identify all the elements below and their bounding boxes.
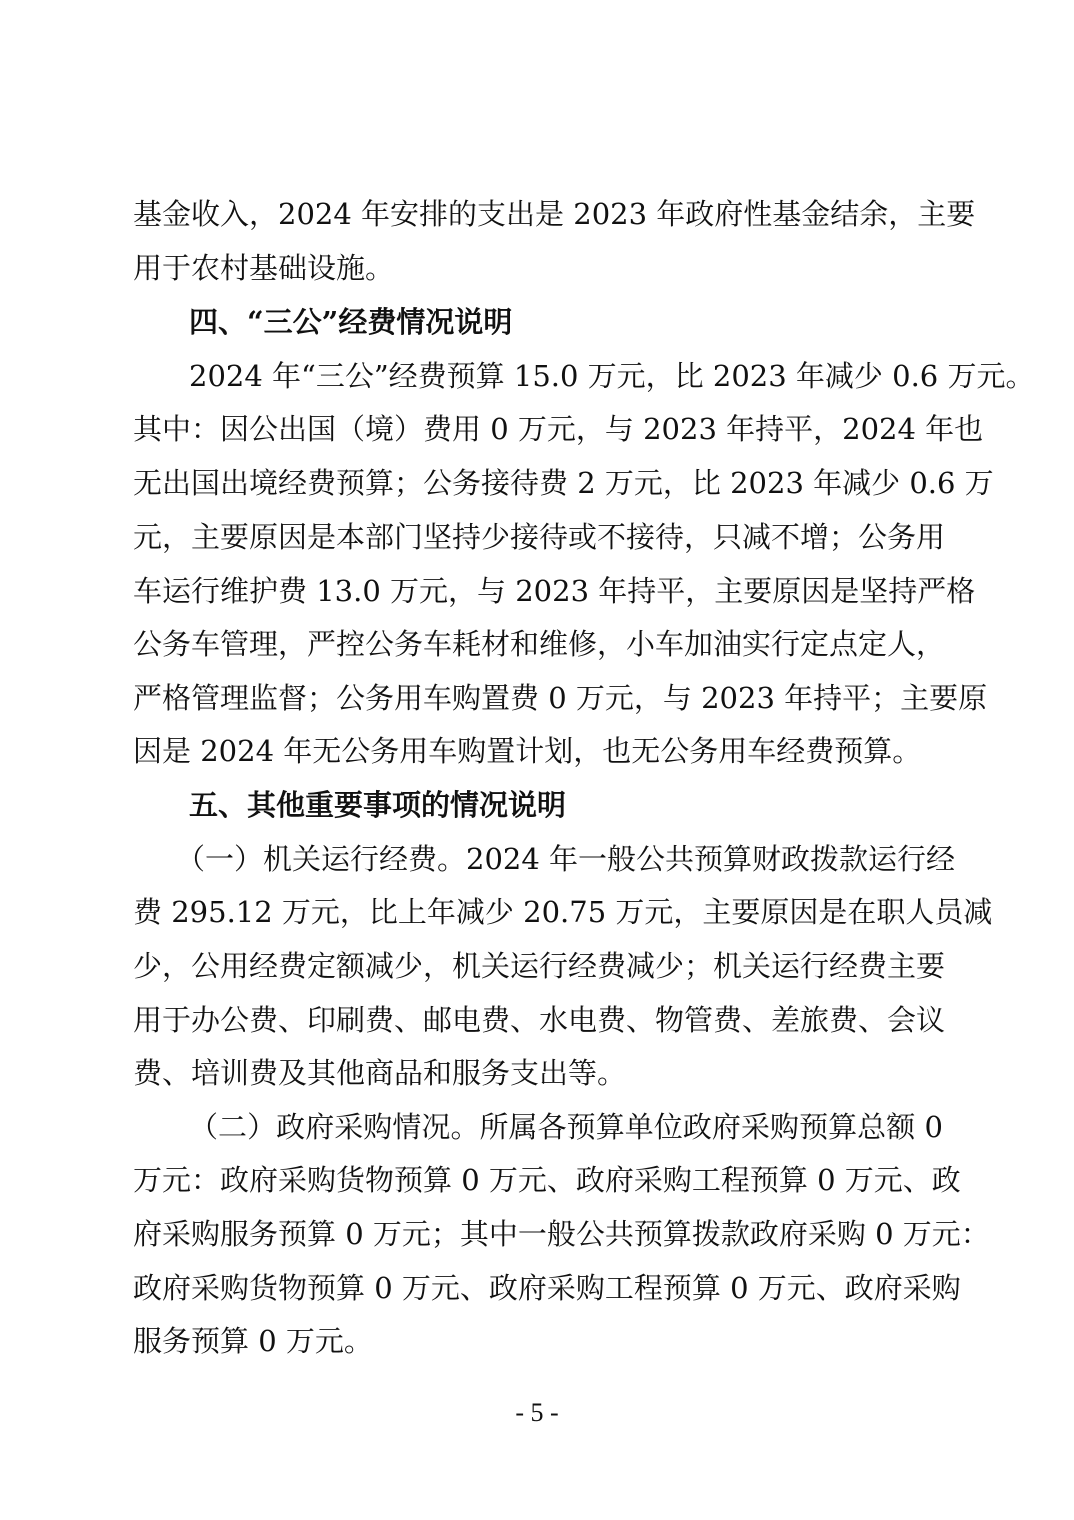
- body-text-line: 其中：因公出国（境）费用 0 万元，与 2023 年持平，2024 年也: [133, 412, 984, 446]
- body-text-line: 用于办公费、印刷费、邮电费、水电费、物管费、差旅费、会议: [133, 1003, 946, 1037]
- body-text-line: 费、培训费及其他商品和服务支出等。: [133, 1056, 627, 1090]
- body-text-line: 公务车管理，严控公务车耗材和维修，小车加油实行定点定人，: [133, 627, 946, 661]
- body-text-line: 车运行维护费 13.0 万元，与 2023 年持平，主要原因是坚持严格: [133, 574, 976, 608]
- body-text-line: 2024 年“三公”经费预算 15.0 万元，比 2023 年减少 0.6 万元。: [189, 359, 1035, 393]
- section-heading: 四、“三公”经费情况说明: [189, 305, 513, 339]
- body-text-line: 服务预算 0 万元。: [133, 1324, 373, 1358]
- body-text-line: 基金收入，2024 年安排的支出是 2023 年政府性基金结余，主要: [133, 197, 976, 231]
- body-text-line: （二）政府采购情况。所属各预算单位政府采购预算总额 0: [189, 1110, 943, 1144]
- section-heading: 五、其他重要事项的情况说明: [189, 788, 567, 822]
- body-text-line: 元，主要原因是本部门坚持少接待或不接待，只减不增；公务用: [133, 520, 946, 554]
- body-text-line: 费 295.12 万元，比上年减少 20.75 万元，主要原因是在职人员减: [133, 895, 993, 929]
- body-text-line: 因是 2024 年无公务用车购置计划，也无公务用车经费预算。: [133, 734, 922, 768]
- body-text-line: 政府采购货物预算 0 万元、政府采购工程预算 0 万元、政府采购: [133, 1271, 961, 1305]
- body-text-line: 无出国出境经费预算；公务接待费 2 万元，比 2023 年减少 0.6 万: [133, 466, 994, 500]
- body-text-line: 严格管理监督；公务用车购置费 0 万元，与 2023 年持平；主要原: [133, 681, 988, 715]
- body-text-line: 府采购服务预算 0 万元；其中一般公共预算拨款政府采购 0 万元：: [133, 1217, 990, 1251]
- page-number: - 5 -: [515, 1398, 559, 1427]
- body-text-line: 少，公用经费定额减少，机关运行经费减少；机关运行经费主要: [133, 949, 946, 983]
- body-text-line: （一）机关运行经费。2024 年一般公共预算财政拨款运行经: [176, 842, 956, 876]
- body-text-line: 用于农村基础设施。: [133, 251, 395, 285]
- body-text-line: 万元：政府采购货物预算 0 万元、政府采购工程预算 0 万元、政: [133, 1163, 961, 1197]
